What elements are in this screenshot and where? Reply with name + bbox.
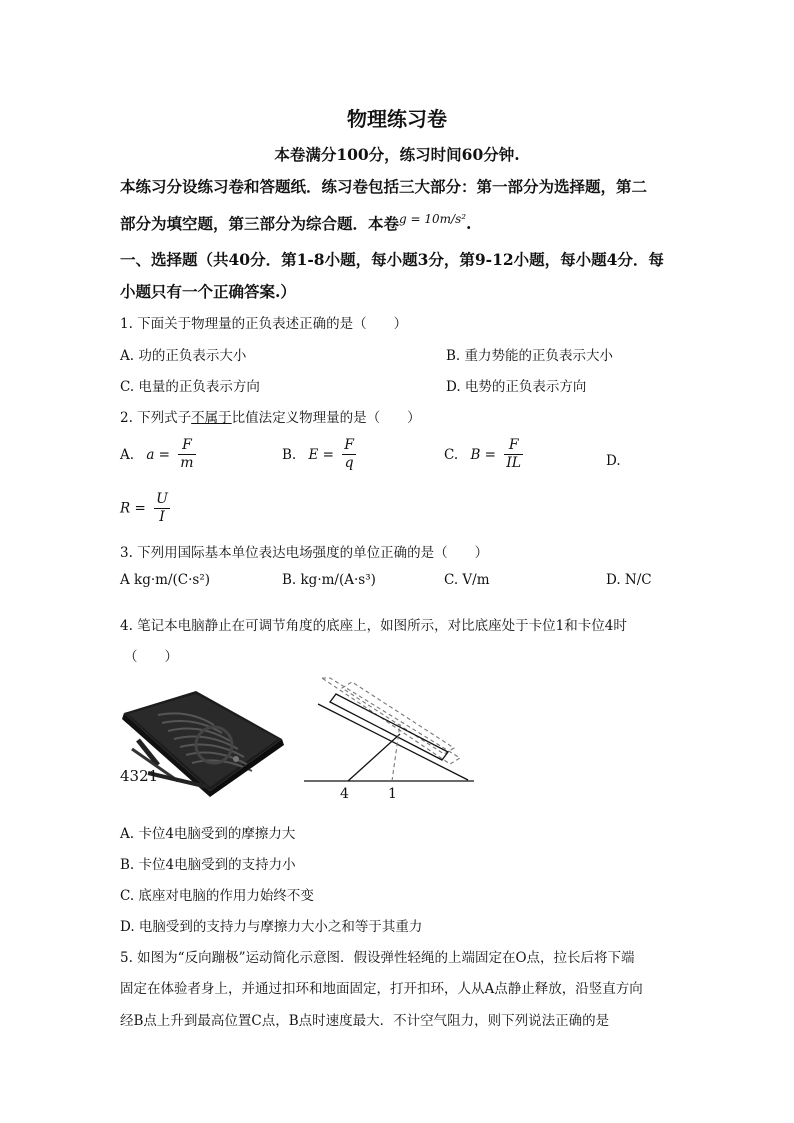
q4-option-c: C. 底座对电脑的作用力始终不变 bbox=[120, 888, 314, 904]
laptop-stand-photo bbox=[118, 685, 290, 800]
q2-option-b bbox=[282, 437, 356, 472]
intro-line-2-text: 部分为填空题，第三部分为综合题．本卷 bbox=[120, 214, 400, 233]
q2-c-lhs: B = bbox=[470, 446, 496, 463]
q2-b-lhs: E = bbox=[308, 446, 334, 463]
q2-b-denominator: q bbox=[344, 455, 354, 471]
photo-slot-numbers: 4321 bbox=[120, 767, 159, 785]
diagram-label-slot-1: 1 bbox=[388, 786, 397, 802]
q2-d-numerator: U bbox=[156, 491, 168, 507]
q2-a-fraction bbox=[178, 437, 195, 472]
q1-option-c: C. 电量的正负表示方向 bbox=[120, 379, 260, 395]
q2-stem-start: 2. 下列式子 bbox=[120, 410, 192, 426]
q4-option-b: B. 卡位4电脑受到的支持力小 bbox=[120, 857, 296, 873]
q5-line-3: 经B点上升到最高位置C点，B点时速度最大．不计空气阻力，则下列说法正确的是 bbox=[120, 1013, 610, 1029]
q2-stem-end: 比值法定义物理量的是（ ） bbox=[231, 410, 421, 426]
section-heading-line-1: 一、选择题（共40分．第1-8小题，每小题3分，第9-12小题，每小题4分．每 bbox=[120, 250, 664, 269]
intro-line-2 bbox=[120, 212, 471, 234]
intro-line-1: 本练习分设练习卷和答题纸．练习卷包括三大部分：第一部分为选择题，第二 bbox=[120, 177, 648, 196]
q2-label-a: A. bbox=[120, 446, 135, 463]
q3-option-c: C. V/m bbox=[444, 572, 490, 588]
q2-stem-emphasis: 不属于 bbox=[191, 410, 232, 426]
q2-c-fraction bbox=[504, 437, 523, 472]
intro-line-2-end: . bbox=[466, 214, 472, 233]
stand-angle-diagram bbox=[300, 674, 478, 804]
q1-stem: 1. 下面关于物理量的正负表述正确的是（ ） bbox=[120, 316, 408, 332]
q3-option-d: D. N/C bbox=[606, 572, 652, 588]
q2-b-fraction bbox=[342, 437, 356, 472]
q2-d-fraction bbox=[154, 491, 170, 526]
q2-a-numerator: F bbox=[178, 437, 195, 455]
q1-option-d: D. 电势的正负表示方向 bbox=[446, 379, 587, 395]
diagram-label-slot-4: 4 bbox=[340, 786, 349, 802]
q2-option-d-formula bbox=[120, 491, 170, 526]
section-heading-line-2: 小题只有一个正确答案.） bbox=[120, 282, 296, 301]
gravity-formula: g = 10m/s² bbox=[399, 212, 467, 226]
q2-c-numerator: F bbox=[504, 437, 523, 455]
q4-option-a: A. 卡位4电脑受到的摩擦力大 bbox=[120, 826, 296, 842]
q2-c-denominator: IL bbox=[506, 455, 522, 471]
q2-label-c: C. bbox=[444, 446, 459, 463]
q2-label-d: D. bbox=[606, 453, 621, 469]
q1-option-b: B. 重力势能的正负表示大小 bbox=[446, 348, 614, 364]
q2-option-a bbox=[120, 437, 196, 472]
exam-info: 本卷满分100分，练习时间60分钟. bbox=[274, 145, 520, 164]
q2-option-c bbox=[444, 437, 523, 472]
q2-b-numerator: F bbox=[344, 437, 354, 453]
q3-option-a: A kg·m/(C·s²) bbox=[120, 572, 210, 588]
q2-d-denominator: I bbox=[159, 509, 165, 525]
q3-option-b: B. kg·m/(A·s³) bbox=[282, 572, 376, 588]
q1-option-a: A. 功的正负表示大小 bbox=[120, 348, 247, 364]
q2-label-b: B. bbox=[282, 446, 297, 463]
q2-a-denominator: m bbox=[180, 455, 194, 471]
q4-option-d: D. 电脑受到的支持力与摩擦力大小之和等于其重力 bbox=[120, 919, 423, 935]
q2-stem bbox=[120, 406, 421, 426]
q2-d-lhs: R = bbox=[120, 500, 146, 517]
q2-a-lhs: a = bbox=[146, 446, 170, 463]
page-title: 物理练习卷 bbox=[347, 107, 447, 131]
q5-line-2: 固定在体验者身上，并通过扣环和地面固定，打开扣环，人从A点静止释放，沿竖直方向 bbox=[120, 981, 643, 997]
q5-line-1: 5. 如图为“反向蹦极”运动简化示意图．假设弹性轻绳的上端固定在O点，拉长后将下端 bbox=[120, 950, 635, 966]
q4-stem: 4. 笔记本电脑静止在可调节角度的底座上，如图所示，对比底座处于卡位1和卡位4时 bbox=[120, 618, 627, 634]
q3-stem: 3. 下列用国际基本单位表达电场强度的单位正确的是（ ） bbox=[120, 545, 489, 561]
q4-stem-bracket: （ ） bbox=[124, 649, 178, 665]
